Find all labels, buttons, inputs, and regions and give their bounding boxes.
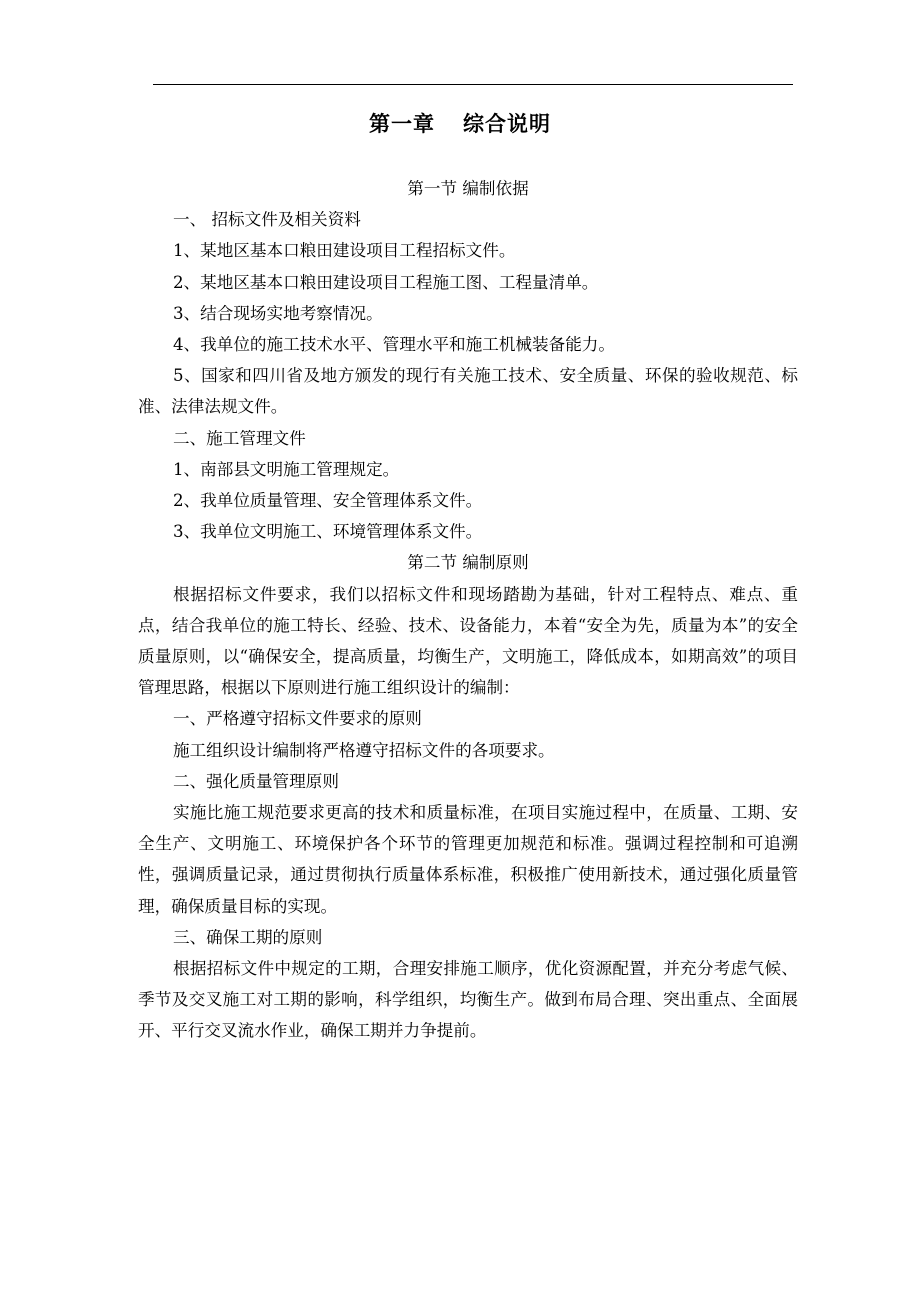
- chapter-label: 第一章: [369, 112, 435, 136]
- list-item: 5、国家和四川省及地方颁发的现行有关施工技术、安全质量、环保的验收规范、标准、法律法规文件。: [138, 366, 798, 417]
- header-rule: [153, 84, 793, 85]
- body-text: [138, 173, 798, 1047]
- subsection-heading: 一、 招标文件及相关资料: [173, 210, 361, 230]
- list-item: 2、我单位质量管理、安全管理体系文件。: [173, 491, 483, 511]
- list-item: 1、南部县文明施工管理规定。: [173, 459, 400, 479]
- chapter-title: [0, 108, 920, 138]
- list-item: 2、某地区基本口粮田建设项目工程施工图、工程量清单。: [173, 272, 599, 292]
- list-item: 1、某地区基本口粮田建设项目工程招标文件。: [173, 241, 516, 261]
- section-heading: 第二节 编制原则: [407, 553, 529, 573]
- chapter-name: 综合说明: [463, 112, 551, 136]
- paragraph: 施工组织设计编制将严格遵守招标文件的各项要求。: [173, 740, 555, 760]
- subsection-heading: 一、严格遵守招标文件要求的原则: [173, 709, 422, 729]
- list-item: 3、结合现场实地考察情况。: [173, 303, 383, 323]
- section-heading: 第一节 编制依据: [407, 179, 529, 198]
- subsection-heading: 二、强化质量管理原则: [173, 771, 339, 791]
- subsection-heading: 三、确保工期的原则: [173, 927, 323, 947]
- paragraph: 根据招标文件中规定的工期，合理安排施工顺序，优化资源配置，并充分考虑气候、季节及交叉施工对工期的影响，科学组织，均衡生产。做到布局合理、突出重点、全面展开、平行交叉流水作业，确保工期并力争提前。: [138, 959, 798, 1041]
- paragraph: 根据招标文件要求，我们以招标文件和现场踏勘为基础，针对工程特点、难点、重点，结合我单位的施工特长、经验、技术、设备能力，本着“安全为先，质量为本”的安全质量原则，以“确保安全，提高质量，均衡生产，文明施工，降低成本，如期高效”的项目管理思路，根据以下原则进行施工组织设计的编制：: [138, 584, 798, 698]
- subsection-heading: 二、施工管理文件: [173, 428, 306, 448]
- list-item: 3、我单位文明施工、环境管理体系文件。: [173, 522, 483, 542]
- paragraph: 实施比施工规范要求更高的技术和质量标准，在项目实施过程中，在质量、工期、安全生产、文明施工、环境保护各个环节的管理更加规范和标准。强调过程控制和可追溯性，强调质量记录，通过贯彻执行质量体系标准，积极推广使用新技术，通过强化质量管理，确保质量目标的实现。: [138, 803, 798, 916]
- list-item: 4、我单位的施工技术水平、管理水平和施工机械装备能力。: [173, 335, 615, 355]
